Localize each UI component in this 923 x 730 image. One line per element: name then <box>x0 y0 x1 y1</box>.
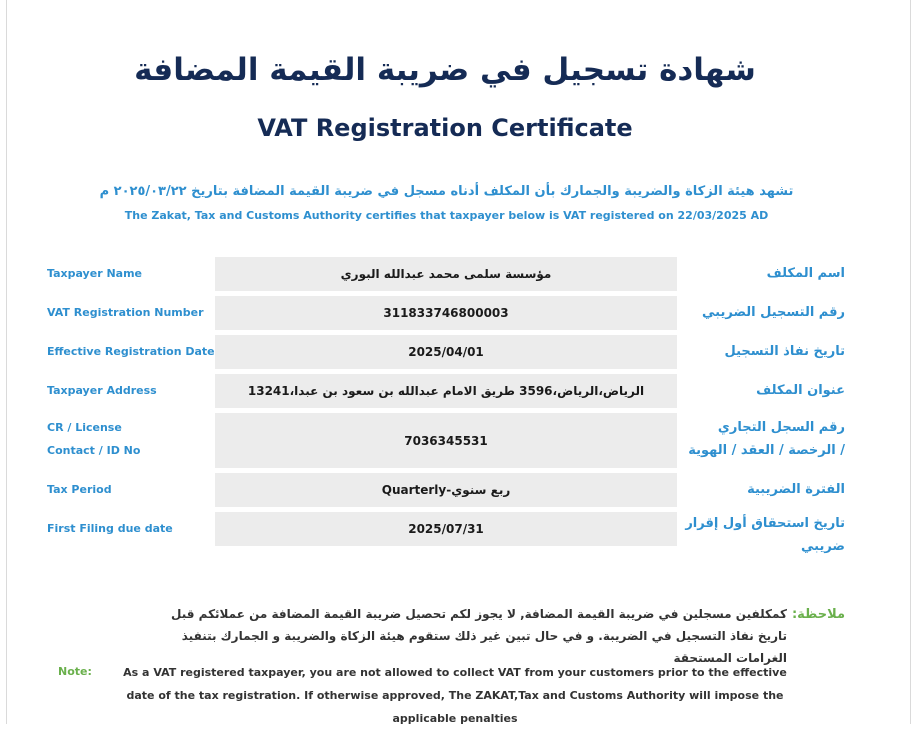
note-label-arabic: ملاحظة: <box>791 607 845 622</box>
field-value: ربع سنوي-Quarterly <box>215 473 677 507</box>
field-label-arabic: رقم التسجيل الضريبي <box>702 305 845 320</box>
field-value: 2025/07/31 <box>215 512 677 546</box>
field-label-arabic-line2: ضريبي <box>801 539 845 554</box>
field-value: 2025/04/01 <box>215 335 677 369</box>
field-row-taxpayer-name <box>0 257 923 291</box>
field-label-english: Taxpayer Name <box>47 267 142 280</box>
field-value: مؤسسة سلمى محمد عبدالله البوري <box>215 257 677 291</box>
field-label-arabic: تاريخ استحقاق أول إقرار <box>685 516 845 531</box>
field-value: الرياض،الرياض،3596 طريق الامام عبدالله بن سعود بن عبدا،13241 <box>215 374 677 408</box>
field-row-first-filing-due-date <box>0 512 923 554</box>
certification-statement-english: The Zakat, Tax and Customs Authority certifies that taxpayer below is VAT registered on 22/03/2025 AD <box>124 209 769 222</box>
field-row-tax-period <box>0 473 923 507</box>
certificate-title-arabic: شهادة تسجيل في ضريبة القيمة المضافة <box>134 52 756 88</box>
field-value: 311833746800003 <box>215 296 677 330</box>
field-label-english: Taxpayer Address <box>47 384 157 397</box>
field-label-arabic-line2: / الرخصة / العقد / الهوية <box>688 443 845 458</box>
field-label-arabic: تاريخ نفاذ التسجيل <box>724 344 845 359</box>
certificate-title-english: VAT Registration Certificate <box>257 114 633 142</box>
field-label-arabic: الفترة الضريبية <box>747 482 845 497</box>
field-row-cr-license <box>0 413 923 468</box>
field-row-effective-registration-date <box>0 335 923 369</box>
field-label-arabic: رقم السجل التجاري <box>717 420 845 435</box>
field-row-taxpayer-address <box>0 374 923 408</box>
note-text-english: As a VAT registered taxpayer, you are not allowed to collect VAT from your customers prior to the effective date of the tax registration. If otherwise approved, The ZAKAT,Tax and Customs Authority will impose the applicable penalties <box>123 666 787 725</box>
field-label-english: Tax Period <box>47 483 112 496</box>
certification-statement-arabic: تشهد هيئة الزكاة والضريبة والجمارك بأن المكلف أدناه مسجل في ضريبة القيمة المضافة بتاريخ ٢٠٢٥/٠٣/٢٢ م <box>99 184 794 199</box>
field-value: 7036345531 <box>215 413 677 468</box>
field-label-english: Effective Registration Date <box>47 345 215 358</box>
field-label-english-line2: Contact / ID No <box>47 444 141 457</box>
field-row-vat-registration-number <box>0 296 923 330</box>
field-label-english: CR / License <box>47 421 122 434</box>
note-label-english: Note: <box>58 665 92 678</box>
note-text-arabic: كمكلفين مسجلين في ضريبة القيمة المضافة, لا يجوز لكم تحصيل ضريبة القيمة المضافة من عملائكم قبل تاريخ نفاذ التسجيل في الضريبة. و في حال تبين غير ذلك ستقوم هيئة الزكاة والضريبة و الجمارك بتنفيذ الغرامات المستحقة <box>171 607 787 665</box>
field-label-arabic: اسم المكلف <box>766 266 845 281</box>
field-label-arabic: عنوان المكلف <box>756 383 845 398</box>
field-label-english: VAT Registration Number <box>47 306 204 319</box>
field-label-english: First Filing due date <box>47 522 173 535</box>
